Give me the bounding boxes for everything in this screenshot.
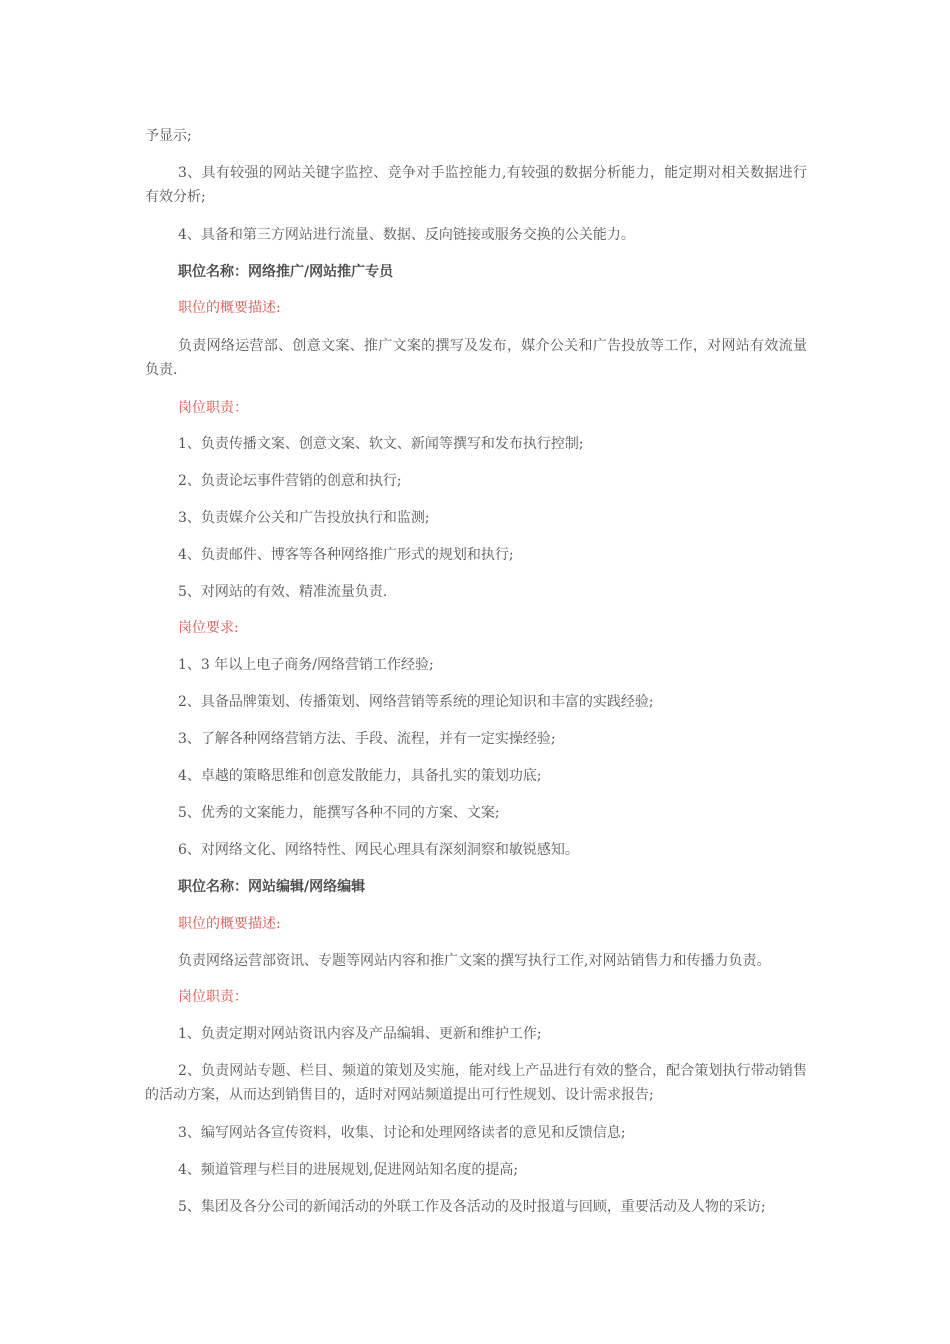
text-line: 4、具备和第三方网站进行流量、数据、反向链接或服务交换的公关能力。 (178, 227, 635, 243)
text-paragraph: 3、具有较强的网站关键字监控、竞争对手监控能力,有较强的数据分析能力，能定期对相关数据进行有效分析; (145, 165, 807, 205)
list-item: 2、负责论坛事件营销的创意和执行; (178, 473, 402, 489)
section-heading: 职位的概要描述: (178, 300, 281, 316)
section-heading: 岗位职责： (178, 989, 248, 1005)
list-item: 4、负责邮件、博客等各种网络推广形式的规划和执行; (178, 547, 514, 563)
section-heading: 岗位职责： (178, 400, 248, 416)
list-item-paragraph: 2、负责网站专题、栏目、频道的策划及实施，能对线上产品进行有效的整合，配合策划执行带动销售的活动方案，从而达到销售目的，适时对网站频道提出可行性规划、设计需求报告; (145, 1063, 807, 1103)
list-item: 4、频道管理与栏目的进展规划,促进网站知名度的提高; (178, 1162, 519, 1178)
job-title-heading: 职位名称：网站编辑/网络编辑 (178, 879, 366, 895)
list-item: 5、优秀的文案能力，能撰写各种不同的方案、文案; (178, 805, 500, 821)
list-item: 1、负责定期对网站资讯内容及产品编辑、更新和维护工作; (178, 1026, 542, 1042)
list-item: 4、卓越的策略思维和创意发散能力，具备扎实的策划功底; (178, 768, 542, 784)
section-heading: 岗位要求: (178, 620, 239, 636)
text-paragraph: 负责网络运营部、创意文案、推广文案的撰写及发布，媒介公关和广告投放等工作，对网站有效流量负责. (145, 338, 807, 378)
text-line: 负责网络运营部资讯、专题等网站内容和推广文案的撰写执行工作,对网站销售力和传播力负责。 (178, 953, 771, 969)
list-item: 1、负责传播文案、创意文案、软文、新闻等撰写和发布执行控制; (178, 436, 584, 452)
text-line: 予显示; (145, 128, 192, 144)
list-item: 3、负责媒介公关和广告投放执行和监测; (178, 510, 430, 526)
list-item: 3、了解各种网络营销方法、手段、流程，并有一定实操经验; (178, 731, 556, 747)
list-item: 5、对网站的有效、精准流量负责. (178, 584, 388, 600)
list-item: 3、编写网站各宣传资料，收集、讨论和处理网络读者的意见和反馈信息; (178, 1125, 626, 1141)
section-heading: 职位的概要描述: (178, 916, 281, 932)
list-item: 1、3 年以上电子商务/网络营销工作经验; (178, 657, 434, 673)
job-title-heading: 职位名称：网络推广/网站推广专员 (178, 264, 394, 280)
list-item: 6、对网络文化、网络特性、网民心理具有深刻洞察和敏锐感知。 (178, 842, 579, 858)
list-item: 2、具备品牌策划、传播策划、网络营销等系统的理论知识和丰富的实践经验; (178, 694, 654, 710)
list-item: 5、集团及各分公司的新闻活动的外联工作及各活动的及时报道与回顾，重要活动及人物的采访; (178, 1199, 766, 1215)
